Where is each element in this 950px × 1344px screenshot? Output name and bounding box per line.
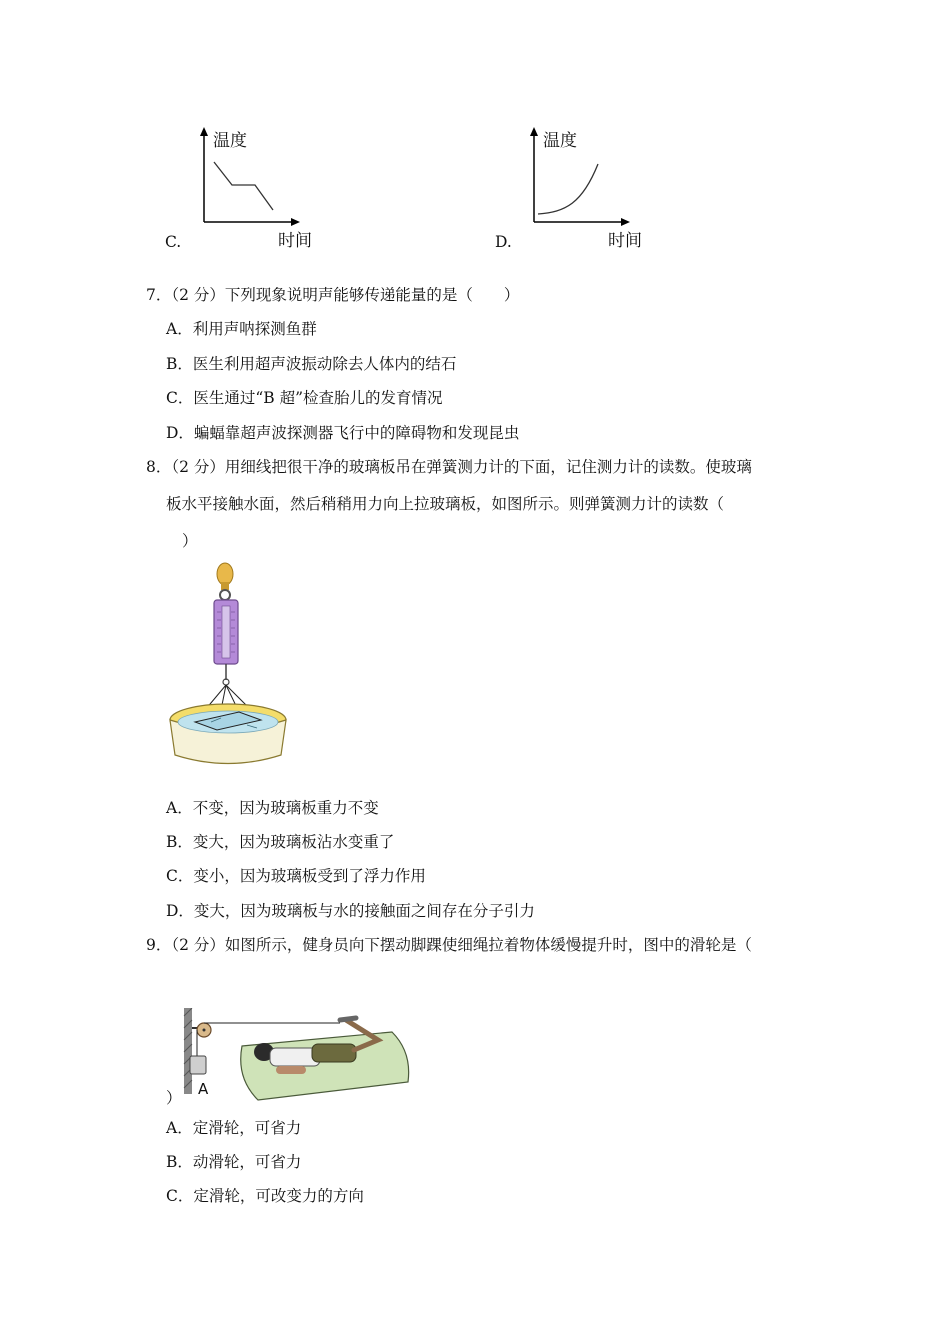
q8-option-c: C．变小，因为玻璃板受到了浮力作用 [166, 867, 426, 885]
q8-stem-line2: 板水平接触水面，然后稍稍用力向上拉玻璃板，如图所示。则弹簧测力计的读数（ [166, 495, 725, 513]
q9-option-b: B．动滑轮，可省力 [166, 1153, 302, 1171]
q7-option-d: D．蝙蝠靠超声波探测器飞行中的障碍物和发现昆虫 [166, 424, 520, 442]
hand-icon [217, 563, 233, 585]
graph-d-x-label: 时间 [608, 231, 642, 251]
graph-c-option-label: C. [165, 233, 182, 251]
q8-option-a: A．不变，因为玻璃板重力不变 [166, 799, 379, 817]
q7-option-b: B．医生利用超声波振动除去人体内的结石 [166, 355, 457, 373]
weight-block [190, 1056, 206, 1074]
q9-option-c: C．定滑轮，可改变力的方向 [166, 1187, 364, 1205]
graph-d [490, 122, 660, 252]
spring-scale-figure [165, 560, 295, 770]
graph-c [160, 122, 330, 252]
q7-stem: 7．（2 分）下列现象说明声能够传递能量的是（ ） [146, 286, 520, 304]
graph-d-option-label: D. [495, 233, 512, 251]
graph-d-curve [538, 164, 598, 214]
exercise-mat [241, 1032, 409, 1100]
graph-c-curve [214, 162, 273, 210]
q8-stem-line1: 8．（2 分）用细线把很干净的玻璃板吊在弹簧测力计的下面，记住测力计的读数。使玻璃 [146, 458, 752, 476]
q8-stem-line3: ） [182, 532, 198, 550]
q7-option-a: A．利用声呐探测鱼群 [166, 320, 317, 338]
q8-option-d: D．变大，因为玻璃板与水的接触面之间存在分子引力 [166, 902, 535, 920]
q9-stem-line1: 9．（2 分）如图所示，健身员向下摆动脚踝使细绳拉着物体缓慢提升时，图中的滑轮是（ [146, 936, 752, 954]
q9-stem-line2: ） [166, 1089, 182, 1107]
q9-figure-label: A [198, 1080, 209, 1098]
graph-d-y-label: 温度 [543, 131, 577, 151]
q8-option-b: B．变大，因为玻璃板沾水变重了 [166, 833, 395, 851]
graph-c-x-label: 时间 [278, 231, 312, 251]
pulley-exercise-figure [180, 1008, 416, 1104]
q9-option-a: A．定滑轮，可省力 [166, 1119, 302, 1137]
q7-option-c: C．医生通过“B 超”检查胎儿的发育情况 [166, 389, 443, 407]
graph-c-y-label: 温度 [213, 131, 247, 151]
